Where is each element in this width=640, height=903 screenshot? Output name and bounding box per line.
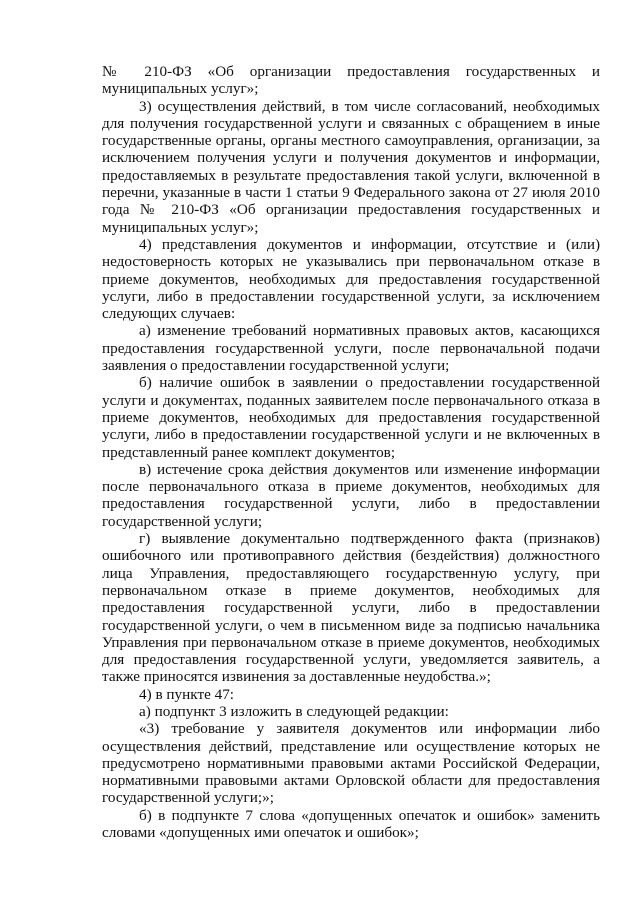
paragraph-new-wording-3: «3) требование у заявителя документов или информации либо осуществления действий, представление или осуществление которых не предусмотрено нормативными правовыми актами Российской Федерации, нормативными правовыми актами Орловской области для предоставления государственной услуги;»; xyxy=(102,720,600,807)
paragraph-law-reference-end: № 210-ФЗ «Об организации предоставления государственных и муниципальных услуг»; xyxy=(102,63,600,98)
paragraph-subitem-a: а) изменение требований нормативных правовых актов, касающихся предоставления государственной услуги, после первоначальной подачи заявления о предоставлении государственной услуги; xyxy=(102,322,600,375)
paragraph-amend-subpoint-3: а) подпункт 3 изложить в следующей редакции: xyxy=(139,702,449,720)
paragraph-item-3: 3) осуществления действий, в том числе согласований, необходимых для получения государственной услуги и связанных с обращением в иные государственные органы, органы местного самоуправления, организации, за исключением получения услуги и получения документов и информации, предоставляемых в результате предоставления такой услуги, включенной в перечни, указанные в части 1 статьи 9 Федерального закона от 27 июля 2010 года № 210-ФЗ «Об организации предоставления государственных и муниципальных услуг»; xyxy=(102,97,600,236)
paragraph-item-4: 4) представления документов и информации, отсутствие и (или) недостоверность которых не указывались при первоначальном отказе в приеме документов, необходимых для предоставления государственной услуги, либо в предоставлении государственной услуги, за исключением следующих случаев: xyxy=(102,235,600,323)
paragraph-subitem-g: г) выявление документально подтвержденного факта (признаков) ошибочного или противоправного действия (бездействия) должностного лица Управления, предоставляющего государственную услугу, при первоначальном отказе в приеме документов, необходимых для предоставления государственной услуги, либо в предоставлении государственной услуги, о чем в письменном виде за подписью начальника Управления при первоначальном отказе в приеме документов, необходимых для предоставления государственной услуги, уведомляется заявитель, а также приносятся извинения за доставленные неудобства.»; xyxy=(102,530,600,686)
paragraph-amend-subpoint-7: б) в подпункте 7 слова «допущенных опечаток и ошибок» заменить словами «допущенных ими опечаток и ошибок»; xyxy=(102,806,600,842)
paragraph-point-47: 4) в пункте 47: xyxy=(139,685,235,703)
paragraph-subitem-b: б) наличие ошибок в заявлении о предоставлении государственной услуги и документах, поданных заявителем после первоначального отказа в приеме документов, необходимых для предоставления государственной услуги, либо в предоставлении государственной услуги и не включенных в представленный ранее комплект документов; xyxy=(102,374,600,461)
paragraph-subitem-v: в) истечение срока действия документов или изменение информации после первоначального отказа в приеме документов, необходимых для предоставления государственной услуги, либо в предоставлении государственной услуги; xyxy=(102,460,600,530)
document-body xyxy=(102,63,600,841)
